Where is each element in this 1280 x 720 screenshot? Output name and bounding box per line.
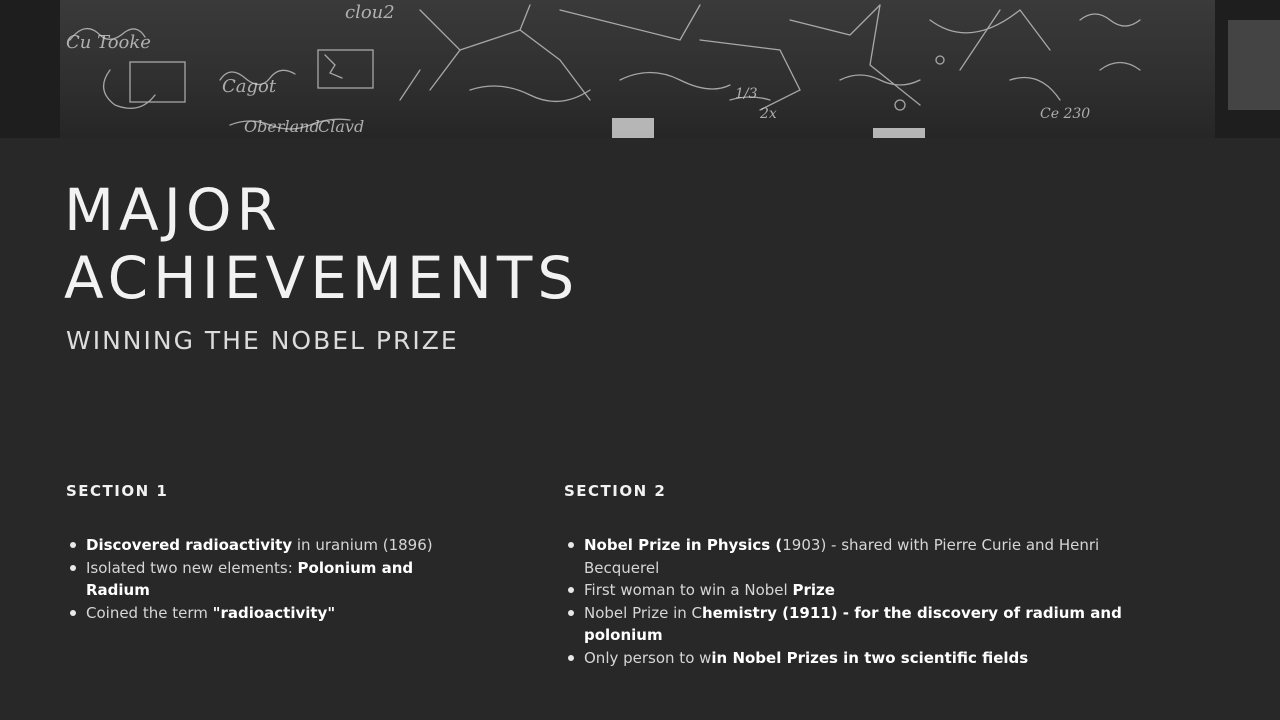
chalk-text-clavd: Clavd [318, 117, 365, 136]
bullet-text: Isolated two new elements: [86, 558, 298, 577]
section-2 [564, 482, 1124, 669]
chalkboard-illustration [0, 0, 1280, 138]
bullet-item [66, 557, 466, 602]
bullet-text-bold: Discovered radioactivity [86, 536, 293, 554]
chalk-text-cagot: Cagot [222, 76, 277, 97]
bullet-text: in uranium (1896) [292, 536, 433, 554]
chalkboard-banner-image [0, 0, 1280, 138]
title-line-2: ACHIEVEMENTS [64, 244, 580, 312]
bullet-item [564, 647, 1124, 670]
bullet-text-bold: hemistry (1911) - for the discovery of radium and polonium [584, 603, 1122, 644]
bullet-text-bold: Nobel Prize in Physics ( [584, 536, 783, 554]
chalk-text-oberland: Oberland [244, 117, 320, 136]
section-2-heading: SECTION 2 [564, 482, 667, 500]
bullet-item [564, 579, 1124, 602]
chalk-text-clou2: clou2 [345, 2, 395, 23]
chalk-text-ce230: Ce 230 [1040, 106, 1091, 122]
bullet-item [564, 602, 1124, 647]
section-1-bullet-list [66, 534, 466, 624]
section-1-heading: SECTION 1 [66, 482, 169, 500]
bullet-text: 1903) - shared with Pierre Curie and Henri Becquerel [584, 536, 1100, 577]
section-1 [66, 482, 466, 624]
chalk-text-fraction: 1/3 [735, 86, 758, 102]
bullet-item [564, 534, 1124, 579]
chalk-text-cu-tooke: Cu Tooke [66, 32, 151, 53]
bullet-text-bold: "radioactivity" [212, 603, 336, 622]
chalk-text-2x: 2x [760, 106, 777, 122]
section-2-bullet-list [564, 534, 1124, 669]
bullet-text: Only person to w [584, 648, 712, 667]
bullet-text-bold: in Nobel Prizes in two scientific fields [711, 648, 1029, 667]
title-line-1: MAJOR [64, 176, 282, 244]
bullet-item [66, 602, 466, 625]
bullet-text-bold: Prize [792, 581, 835, 599]
bullet-text: Coined the term [86, 603, 213, 622]
page-title [64, 176, 579, 312]
page-subtitle: WINNING THE NOBEL PRIZE [66, 326, 459, 355]
bullet-text: First woman to win a Nobel [584, 581, 793, 599]
bullet-text: Nobel Prize in C [584, 603, 702, 622]
bullet-item [66, 534, 466, 557]
bullet-text-bold: Polonium and Radium [86, 558, 414, 599]
